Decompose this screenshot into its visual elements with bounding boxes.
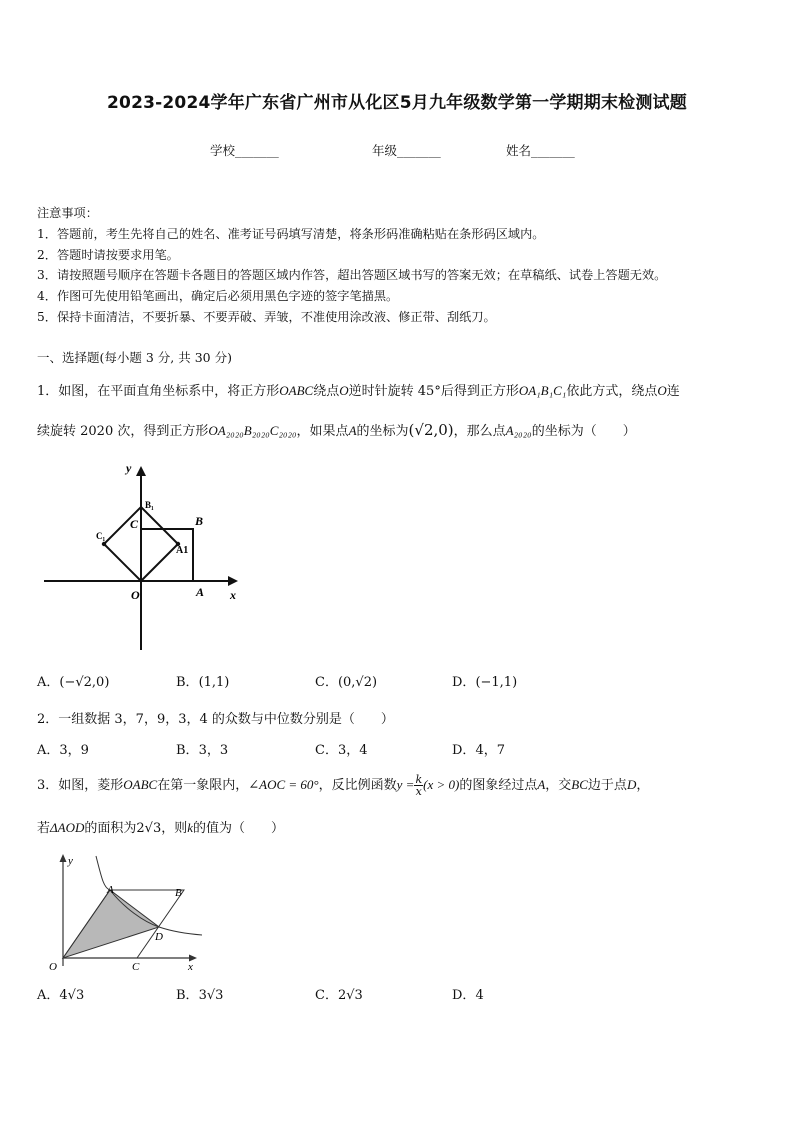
label-b: B [195,514,204,528]
q1-oabc: OABC [279,383,314,398]
option-value: 4√3 [59,988,85,1003]
q1-a2020: A₂₀₂₀ [505,423,532,438]
q1-figure [40,458,250,653]
point-c1 [102,542,106,546]
option-letter: B． [176,675,199,690]
q3-text: ，交 [545,778,572,793]
school-blank: _______ [235,143,279,158]
q3-fraction [414,774,423,797]
q3-func-cond: (x > 0) [423,777,460,792]
option-value: 3，4 [337,743,368,758]
q3-k: k [187,820,194,835]
option-letter: B． [176,988,199,1003]
option-letter: B． [176,743,199,758]
option-letter: C． [315,743,338,758]
note-item: 1．答题前，考生先将自己的姓名、准考证号码填写清楚，将条形码准确粘贴在条形码区域内。 [37,227,545,241]
q3-d: D [626,777,637,792]
q1-text: 的坐标为 [356,424,409,439]
note-item: 4．作图可先使用铅笔画出，确定后必须用黑色字迹的签字笔描黑。 [37,289,399,303]
q3-frac-num: k [415,773,423,786]
q3-text: 3．如图，菱形 [37,778,124,793]
q3-text: 的图象经过点 [459,778,538,793]
option-letter: D． [452,988,476,1003]
q1-o: O [657,383,667,398]
q1-option-b [176,671,229,690]
q3-text: ， [636,778,650,793]
school-label: 学校 [210,143,236,158]
option-letter: C． [315,988,338,1003]
q3-line2 [37,817,284,836]
option-value: (1,1) [198,675,230,690]
option-letter: A． [37,988,60,1003]
q3-area: 2√3 [136,821,162,836]
q3-angle: ∠AOC = 60° [248,777,319,792]
q2-option-c [315,739,368,758]
q3-line1 [37,774,649,797]
option-letter: A． [37,743,60,758]
label-y: y [68,855,73,867]
q1-text: ，那么点 [453,424,506,439]
label-a1: A1 [176,545,189,556]
label-b1: B₁ [145,500,154,510]
q1-text: 逆时针旋转 45°后得到正方形 [348,384,519,399]
q1-option-a [37,671,109,690]
option-value: 3√3 [198,988,224,1003]
option-letter: C． [315,675,338,690]
option-letter: D． [452,675,476,690]
y-axis-arrow-icon [60,854,67,862]
q1-a: A [348,423,357,438]
label-c: C [130,517,139,531]
q3-a: A [537,777,546,792]
label-o: O [49,961,57,973]
q1-square-2020: OA₂₀₂₀B₂₀₂₀C₂₀₂₀ [208,423,297,438]
label-d: D [155,931,163,943]
name-blank: _______ [531,143,575,158]
option-value: (−1,1) [475,675,518,690]
option-value: (0,√2) [337,675,378,690]
label-y: y [126,461,132,475]
name-field [506,141,575,159]
q1-option-c [315,671,377,690]
label-c1: C₁ [96,531,106,541]
label-x: x [188,961,193,973]
q1-o: O [339,383,349,398]
label-x: x [230,588,236,602]
q2-option-a [37,739,89,758]
option-letter: D． [452,743,476,758]
q2-option-b [176,739,228,758]
q3-text: ，反比例函数 [318,778,397,793]
q3-option-d [452,984,484,1003]
q3-text: 在第一象限内， [157,778,249,793]
label-a: A [196,585,205,599]
note-item: 5．保持卡面清洁，不要折暴、不要弄破、弄皱，不准使用涂改液、修正带、刮纸刀。 [37,310,496,324]
q1-text: 续旋转 2020 次，得到正方形 [37,424,209,439]
q1-text: 的坐标为（ ） [531,424,636,439]
grade-blank: _______ [397,143,441,158]
label-o: O [131,588,140,602]
q3-text: 的面积为 [84,821,137,836]
y-axis-arrow-icon [136,466,146,476]
q3-option-b [176,984,223,1003]
q3-text: 的值为（ ） [193,821,285,836]
section-heading: 一、选择题(每小题 3 分, 共 30 分) [37,350,232,365]
q1-text: ，如果点 [296,424,349,439]
q1-line2 [37,420,636,439]
label-b: B [175,887,182,899]
q1-text: 依此方式，绕点 [566,384,658,399]
q3-text: 若 [37,821,51,836]
q1-line1 [37,380,680,399]
q1-text: 连 [666,384,680,399]
q3-option-c [315,984,363,1003]
note-item: 3．请按照题号顺序在答题卡各题目的答题区域内作答，超出答题区域书写的答案无效；在草稿纸、试卷上答题无效。 [37,268,667,282]
label-a: A [107,884,114,896]
x-axis-arrow-icon [228,576,238,586]
school-field [210,141,279,159]
option-value: (−√2,0) [59,675,110,690]
q3-figure [44,850,209,975]
q1-option-d [452,671,517,690]
option-value: 3，3 [198,743,229,758]
q2-option-d [452,739,505,758]
name-label: 姓名 [506,143,532,158]
option-letter: A． [37,675,60,690]
option-value: 4，7 [475,743,505,758]
q3-oabc: OABC [123,777,158,792]
grade-field [372,141,441,159]
grade-label: 年级 [372,143,398,158]
q3-func-y: y = [396,777,415,792]
q3-triangle: ΔAOD [50,820,85,835]
option-value: 4 [475,988,484,1003]
option-value: 3，9 [59,743,89,758]
q1-text: 绕点 [313,384,340,399]
q1-coord: (√2,0) [408,421,454,439]
page-title: 2023-2024学年广东省广州市从化区5月九年级数学第一学期期末检测试题 [107,93,687,113]
option-value: 2√3 [337,988,363,1003]
q3-frac-den: x [415,785,422,798]
q1-oa1b1c1: OA₁B₁C₁ [518,383,567,398]
q3-bc: BC [571,777,588,792]
notes-heading: 注意事项： [37,206,98,220]
q3-text: ，则 [161,821,188,836]
q2-text: 2．一组数据 3，7，9，3，4 的众数与中位数分别是（ ） [37,712,394,727]
label-c: C [132,961,140,973]
q1-text: 1．如图，在平面直角坐标系中，将正方形 [37,384,280,399]
q3-option-a [37,984,84,1003]
q3-text: 边于点 [587,778,627,793]
note-item: 2．答题时请按要求用笔。 [37,248,179,262]
